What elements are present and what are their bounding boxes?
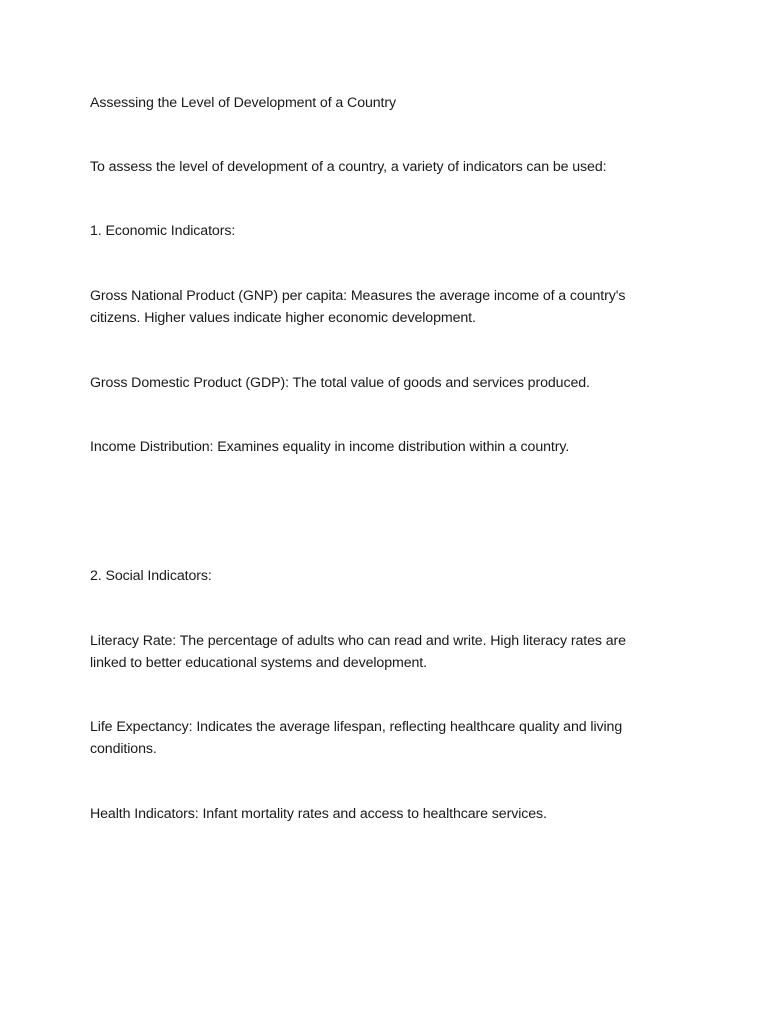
paragraph-gdp: Gross Domestic Product (GDP): The total value of goods and services produced. [90,375,590,391]
paragraph-life-expectancy: Life Expectancy: Indicates the average lifespan, reflecting healthcare quality and living conditions. [90,719,623,757]
paragraph-income-distribution: Income Distribution: Examines equality in income distribution within a country. [90,439,570,455]
paragraph-gnp: Gross National Product (GNP) per capita: Measures the average income of a country's citizens. Higher values indicate higher economic development. [90,288,626,326]
document-title: Assessing the Level of Development of a Country [90,95,397,111]
section-heading-economic: 1. Economic Indicators: [90,223,236,239]
intro-paragraph: To assess the level of development of a country, a variety of indicators can be used: [90,159,607,175]
paragraph-literacy-rate: Literacy Rate: The percentage of adults who can read and write. High literacy rates are linked to better educational systems and development. [90,633,626,671]
section-heading-social: 2. Social Indicators: [90,568,212,584]
paragraph-health-indicators: Health Indicators: Infant mortality rates and access to healthcare services. [90,806,547,822]
